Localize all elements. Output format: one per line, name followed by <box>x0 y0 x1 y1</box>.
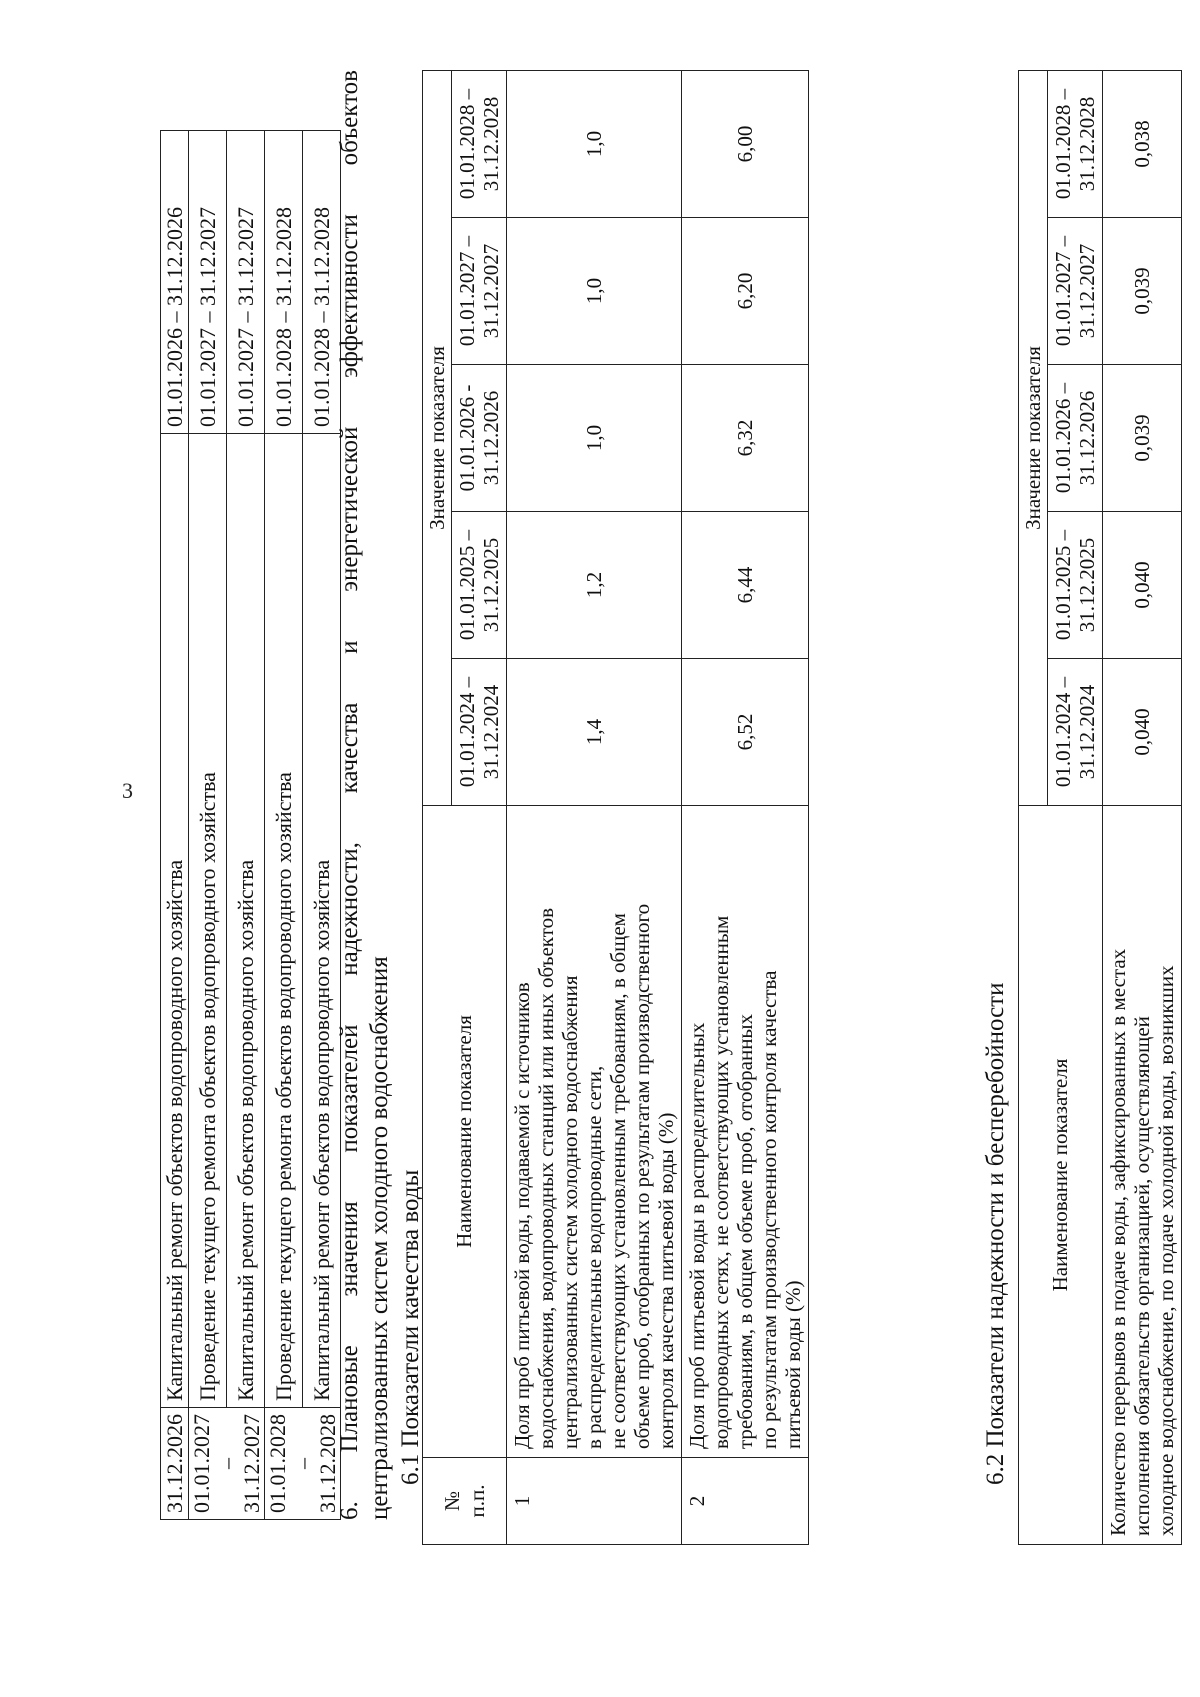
col-name-header: Наименование показателя <box>423 806 507 1458</box>
period-header: 01.01.2024 – 31.12.2024 <box>1048 659 1103 806</box>
table-row <box>265 131 303 1520</box>
schedule-table <box>160 130 341 1520</box>
section-6-heading-line1: 6. Плановые значения показателей надежности, качества и энергетической эффективности объектов <box>336 70 363 1520</box>
schedule-period: 01.01.2028 – 31.12.2028 <box>265 1408 341 1520</box>
schedule-range: 01.01.2028 – 31.12.2028 <box>303 131 341 434</box>
period-header: 01.01.2026 – 31.12.2026 <box>1048 365 1103 512</box>
table-row <box>1103 71 1182 1545</box>
col-no-header: № п.п. <box>423 1458 507 1545</box>
schedule-range: 01.01.2027 – 31.12.2027 <box>189 131 227 434</box>
schedule-work: Проведение текущего ремонта объектов водопроводного хозяйства <box>189 434 227 1408</box>
table-row <box>507 71 682 1545</box>
schedule-work: Капитальный ремонт объектов водопроводного хозяйства <box>227 434 265 1408</box>
indicator-value: 1,2 <box>507 512 682 659</box>
indicator-value: 1,4 <box>507 659 682 806</box>
row-number: 1 <box>507 1458 682 1545</box>
indicator-value: 1,0 <box>507 218 682 365</box>
table-header-row <box>423 71 452 1545</box>
period-header: 01.01.2025 – 31.12.2025 <box>452 512 507 659</box>
schedule-work: Капитальный ремонт объектов водопроводного хозяйства <box>303 434 341 1408</box>
schedule-range: 01.01.2027 – 31.12.2027 <box>227 131 265 434</box>
schedule-period: 31.12.2026 <box>161 1408 189 1520</box>
table-row <box>189 131 227 1520</box>
indicator-value: 0,039 <box>1103 365 1182 512</box>
period-header: 01.01.2027 – 31.12.2027 <box>1048 218 1103 365</box>
indicator-name: Количество перерывов в подаче воды, зафиксированных в местах исполнения обязательств организацией, осуществляющей холодное водоснабжение, по подаче холодной воды, возникших <box>1103 806 1182 1545</box>
schedule-range: 01.01.2028 – 31.12.2028 <box>265 131 303 434</box>
period-header: 01.01.2024 – 31.12.2024 <box>452 659 507 806</box>
indicator-value: 1,0 <box>507 71 682 218</box>
section-6-heading-line2: централизованных систем холодного водоснабжения <box>366 956 393 1520</box>
reliability-table <box>1018 70 1182 1545</box>
period-header: 01.01.2025 – 31.12.2025 <box>1048 512 1103 659</box>
col-name-header: Наименование показателя <box>1019 806 1103 1545</box>
table-row <box>161 131 189 1520</box>
indicator-value: 0,040 <box>1103 659 1182 806</box>
col-group-header: Значение показателя <box>423 71 452 806</box>
period-header: 01.01.2028 – 31.12.2028 <box>452 71 507 218</box>
indicator-value: 0,039 <box>1103 218 1182 365</box>
period-header: 01.01.2027 – 31.12.2027 <box>452 218 507 365</box>
indicator-value: 6,44 <box>682 512 809 659</box>
schedule-range: 01.01.2026 – 31.12.2026 <box>161 131 189 434</box>
indicator-value: 6,20 <box>682 218 809 365</box>
indicator-value: 0,040 <box>1103 512 1182 659</box>
period-header: 01.01.2028 – 31.12.2028 <box>1048 71 1103 218</box>
indicator-value: 6,00 <box>682 71 809 218</box>
document-content <box>160 5 1178 1625</box>
table-row <box>227 131 265 1520</box>
page-number: 3 <box>122 778 133 803</box>
indicator-name: Доля проб питьевой воды в распределительных водопроводных сетях, не соответствующих установленным требованиям, в общем объеме проб, отобранных по результатам производственного контроля качества питьевой воды (%) <box>682 806 809 1458</box>
schedule-work: Капитальный ремонт объектов водопроводного хозяйства <box>161 434 189 1408</box>
row-number: 2 <box>682 1458 809 1545</box>
indicator-value: 6,32 <box>682 365 809 512</box>
quality-table <box>422 70 809 1545</box>
indicator-value: 1,0 <box>507 365 682 512</box>
schedule-period: 01.01.2027 – 31.12.2027 <box>189 1408 265 1520</box>
schedule-work: Проведение текущего ремонта объектов водопроводного хозяйства <box>265 434 303 1408</box>
table-header-row <box>1019 71 1048 1545</box>
indicator-value: 0,038 <box>1103 71 1182 218</box>
col-group-header: Значение показателя <box>1019 71 1048 806</box>
section-6-heading <box>335 70 395 1520</box>
section-6-1-title: 6.1 Показатели качества воды <box>397 1169 424 1485</box>
table-row <box>682 71 809 1545</box>
indicator-name: Доля проб питьевой воды, подаваемой с источников водоснабжения, водопроводных станций или иных объектов централизованных систем холодного водоснабжения в распределительные водопроводные сети, не соответствующих установленным требованиям, в общем объеме проб, отобранных по результатам производственного контроля качества питьевой воды (%) <box>507 806 682 1458</box>
section-6-2-title: 6.2 Показатели надежности и бесперебойности <box>982 982 1009 1485</box>
indicator-value: 6,52 <box>682 659 809 806</box>
period-header: 01.01.2026 - 31.12.2026 <box>452 365 507 512</box>
